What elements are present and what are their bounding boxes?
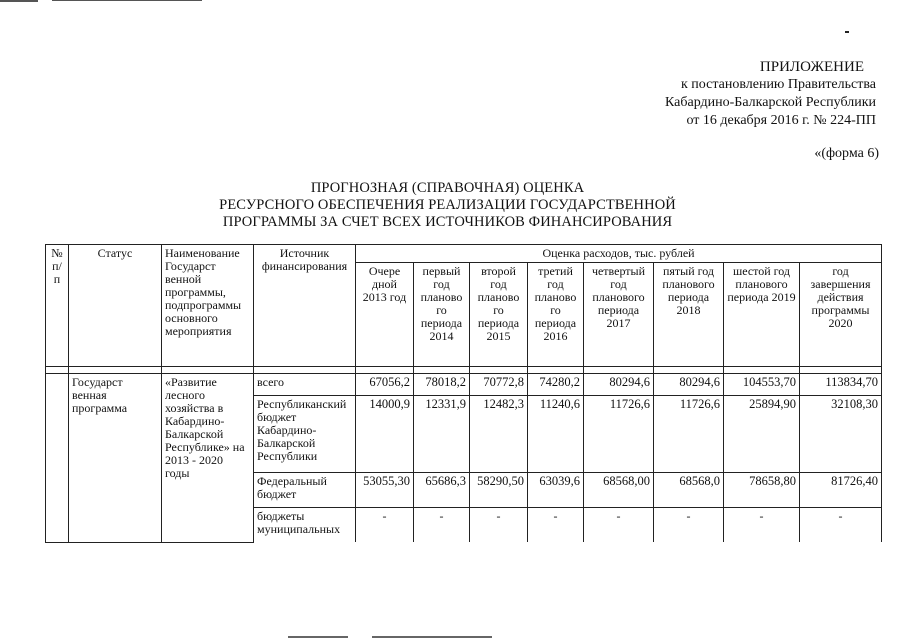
header-status: Статус — [69, 245, 162, 367]
title-line: РЕСУРСНОГО ОБЕСПЕЧЕНИЯ РЕАЛИЗАЦИИ ГОСУДАРСТВЕННОЙ — [219, 197, 676, 213]
appendix-line: Кабардино-Балкарской Республики — [665, 95, 876, 110]
value-cell: 68568,00 — [584, 473, 654, 508]
header-year: третий год планово го периода 2016 — [528, 263, 584, 367]
value-cell: 63039,6 — [528, 473, 584, 508]
header-year: пятый год планового периода 2018 — [654, 263, 724, 367]
value-cell: - — [528, 508, 584, 543]
value-cell: - — [724, 508, 800, 543]
value-cell: 78018,2 — [414, 374, 470, 396]
value-cell: 67056,2 — [356, 374, 414, 396]
value-cell: - — [654, 508, 724, 543]
value-cell: - — [356, 508, 414, 543]
value-cell: 11240,6 — [528, 396, 584, 473]
value-cell: 78658,80 — [724, 473, 800, 508]
appendix-line: к постановлению Правительства — [680, 77, 876, 92]
scan-artifact — [288, 636, 348, 638]
value-cell: 58290,50 — [470, 473, 528, 508]
row-num — [46, 374, 69, 543]
value-cell: 65686,3 — [414, 473, 470, 508]
header-year: первый год планово го периода 2014 — [414, 263, 470, 367]
value-cell: 12331,9 — [414, 396, 470, 473]
title-line: ПРОГРАММЫ ЗА СЧЕТ ВСЕХ ИСТОЧНИКОВ ФИНАНСИРОВАНИЯ — [222, 214, 673, 230]
scan-artifact — [372, 636, 492, 638]
value-cell: 53055,30 — [356, 473, 414, 508]
row-source: Федеральный бюджет — [254, 473, 356, 508]
appendix-title: ПРИЛОЖЕНИЕ — [759, 59, 864, 75]
row-status: Государст венная программа — [69, 374, 162, 543]
budget-table — [45, 244, 882, 543]
row-source: всего — [254, 374, 356, 396]
scan-artifact — [845, 31, 849, 33]
value-cell: - — [414, 508, 470, 543]
title-line: ПРОГНОЗНАЯ (СПРАВОЧНАЯ) ОЦЕНКА — [310, 180, 585, 196]
value-cell: 12482,3 — [470, 396, 528, 473]
value-cell: 113834,70 — [800, 374, 882, 396]
value-cell: 68568,0 — [654, 473, 724, 508]
row-source: Республиканский бюджет Кабардино-Балкарской Республики — [254, 396, 356, 473]
value-cell: 14000,9 — [356, 396, 414, 473]
header-year: Очере дной 2013 год — [356, 263, 414, 367]
value-cell: 74280,2 — [528, 374, 584, 396]
value-cell: 80294,6 — [654, 374, 724, 396]
value-cell: - — [470, 508, 528, 543]
value-cell: - — [584, 508, 654, 543]
table-row — [46, 374, 882, 396]
scan-artifact — [52, 0, 202, 1]
header-estimate: Оценка расходов, тыс. рублей — [356, 245, 882, 263]
value-cell: 80294,6 — [584, 374, 654, 396]
appendix-block — [665, 58, 876, 130]
value-cell: 32108,30 — [800, 396, 882, 473]
document-title — [0, 180, 905, 231]
value-cell: 25894,90 — [724, 396, 800, 473]
header-source: Источник финансирования — [254, 245, 356, 367]
header-num: № п/п — [46, 245, 69, 367]
row-program-name: «Развитие лесного хозяйства в Кабардино-Балкарской Республике» на 2013 - 2020 годы — [162, 374, 254, 543]
header-year: год завершения действия программы 2020 — [800, 263, 882, 367]
header-year: шестой год планового периода 2019 — [724, 263, 800, 367]
appendix-line: от 16 декабря 2016 г. № 224-ПП — [686, 113, 876, 128]
value-cell: 11726,6 — [654, 396, 724, 473]
value-cell: 70772,8 — [470, 374, 528, 396]
value-cell: 104553,70 — [724, 374, 800, 396]
value-cell: - — [800, 508, 882, 543]
form-label: «(форма 6) — [814, 146, 879, 161]
header-year: четвертый год планового периода 2017 — [584, 263, 654, 367]
value-cell: 11726,6 — [584, 396, 654, 473]
header-name: Наименование Государст венной программы, подпрограммы основного мероприятия — [162, 245, 254, 367]
spacer-row — [46, 367, 882, 374]
row-source: бюджеты муниципальных — [254, 508, 356, 543]
value-cell: 81726,40 — [800, 473, 882, 508]
scan-artifact — [0, 0, 38, 2]
header-year: второй год планово го периода 2015 — [470, 263, 528, 367]
